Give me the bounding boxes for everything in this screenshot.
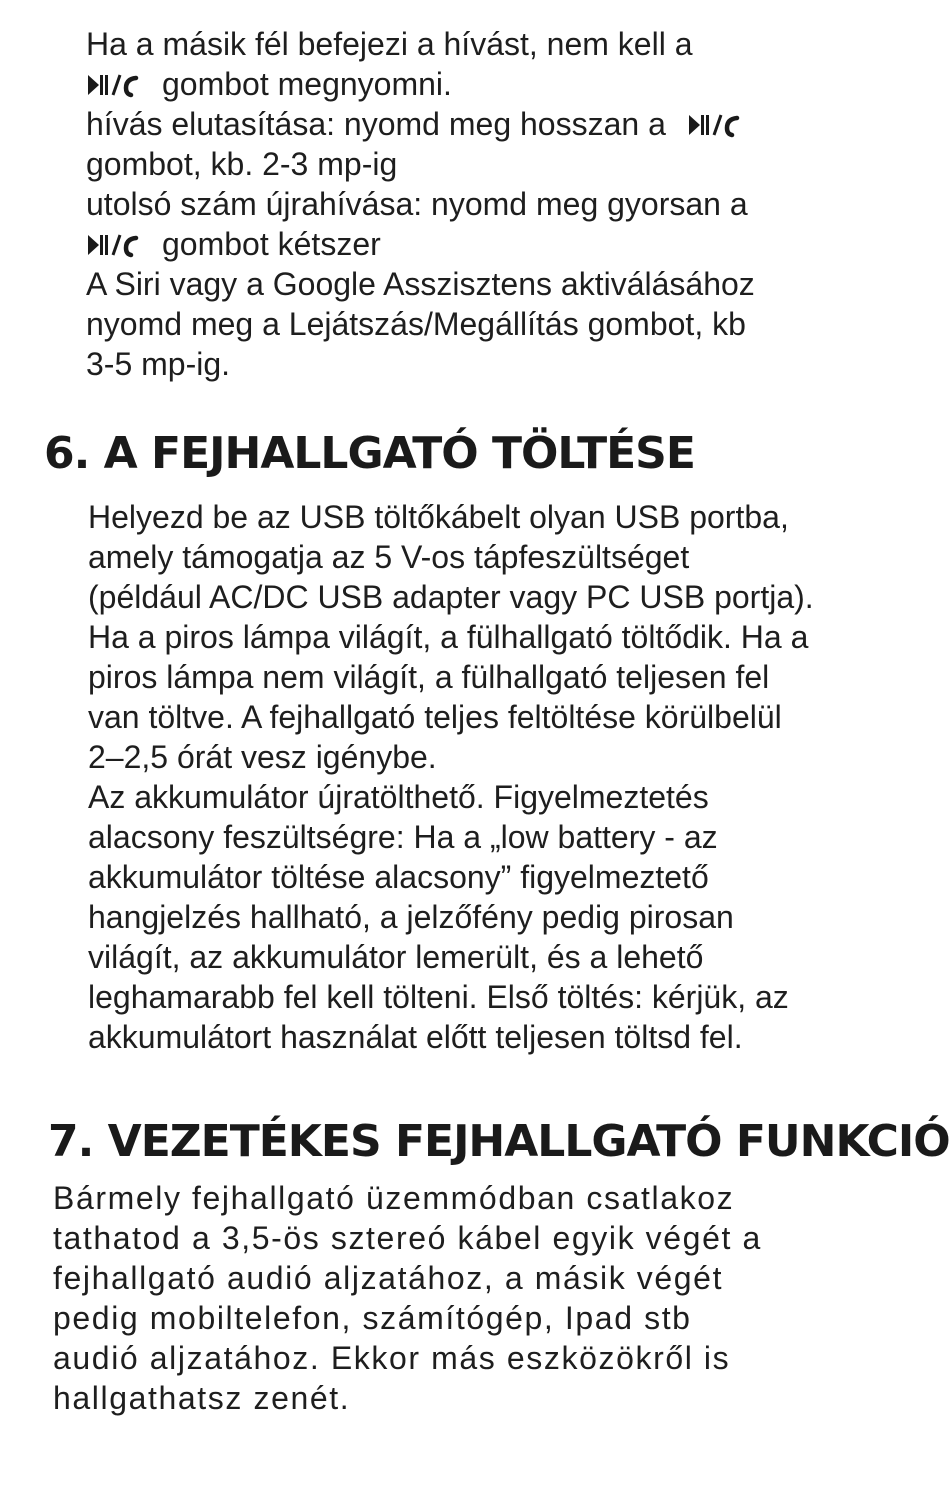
text-fragment: gombot megnyomni. <box>162 66 452 102</box>
text-line: Bármely fejhallgató üzemmódban csatlakoz <box>53 1180 735 1216</box>
text-line: leghamarabb fel kell tölteni. Első töltés: kérjük, az <box>88 979 789 1015</box>
play-pause-call-icon <box>86 232 156 258</box>
text-line: tathatod a 3,5-ös sztereó kábel egyik végét a <box>53 1220 762 1256</box>
text-line: Helyezd be az USB töltőkábelt olyan USB portba, <box>88 499 789 535</box>
text-line: 2–2,5 órát vesz igénybe. <box>88 739 437 775</box>
section-6-heading: 6. A FEJHALLGATÓ TÖLTÉSE <box>44 428 695 479</box>
section-7-heading: 7. VEZETÉKES FEJHALLGATÓ FUNKCIÓ <box>48 1116 950 1167</box>
text-fragment: gombot kétszer <box>162 226 381 262</box>
text-line: Az akkumulátor újratölthető. Figyelmeztetés <box>88 779 709 815</box>
text-line: Ha a piros lámpa világít, a fülhallgató töltődik. Ha a <box>88 619 809 655</box>
text-line: világít, az akkumulátor lemerült, és a lehető <box>88 939 704 975</box>
text-line: piros lámpa nem világít, a fülhallgató teljesen fel <box>88 659 770 695</box>
text-line: alacsony feszültségre: Ha a „low battery - az <box>88 819 718 855</box>
text-line: akkumulátor töltése alacsony” figyelmeztető <box>88 859 709 895</box>
text-line: amely támogatja az 5 V-os tápfeszültséget <box>88 539 690 575</box>
text-line: hallgathatsz zenét. <box>53 1380 351 1416</box>
play-pause-call-icon <box>687 112 757 138</box>
text-line: nyomd meg a Lejátszás/Megállítás gombot, kb <box>86 306 746 342</box>
text-fragment: hívás elutasítása: nyomd meg hosszan a <box>86 106 666 142</box>
text-line: akkumulátort használat előtt teljesen töltsd fel. <box>88 1019 743 1055</box>
text-line: (például AC/DC USB adapter vagy PC USB portja). <box>88 579 814 615</box>
text-line <box>86 64 763 104</box>
text-line: fejhallgató audió aljzatához, a másik végét <box>53 1260 724 1296</box>
text-line: hangjelzés hallható, a jelzőfény pedig pirosan <box>88 899 734 935</box>
text-line <box>86 104 763 144</box>
call-handling-text <box>86 24 763 384</box>
text-line <box>86 224 763 264</box>
text-line: A Siri vagy a Google Asszisztens aktiválásához <box>86 266 755 302</box>
text-line: audió aljzatához. Ekkor más eszközökről is <box>53 1340 731 1376</box>
section-7-body <box>53 1178 762 1418</box>
text-line: pedig mobiltelefon, számítógép, Ipad stb <box>53 1300 692 1336</box>
text-line: utolsó szám újrahívása: nyomd meg gyorsan a <box>86 186 748 222</box>
text-line: gombot, kb. 2-3 mp-ig <box>86 146 398 182</box>
text-line: Ha a másik fél befejezi a hívást, nem kell a <box>86 26 693 62</box>
text-line: 3-5 mp-ig. <box>86 346 231 382</box>
play-pause-call-icon <box>86 72 156 98</box>
section-6-body <box>88 497 814 1057</box>
text-line: van töltve. A fejhallgató teljes feltöltése körülbelül <box>88 699 782 735</box>
